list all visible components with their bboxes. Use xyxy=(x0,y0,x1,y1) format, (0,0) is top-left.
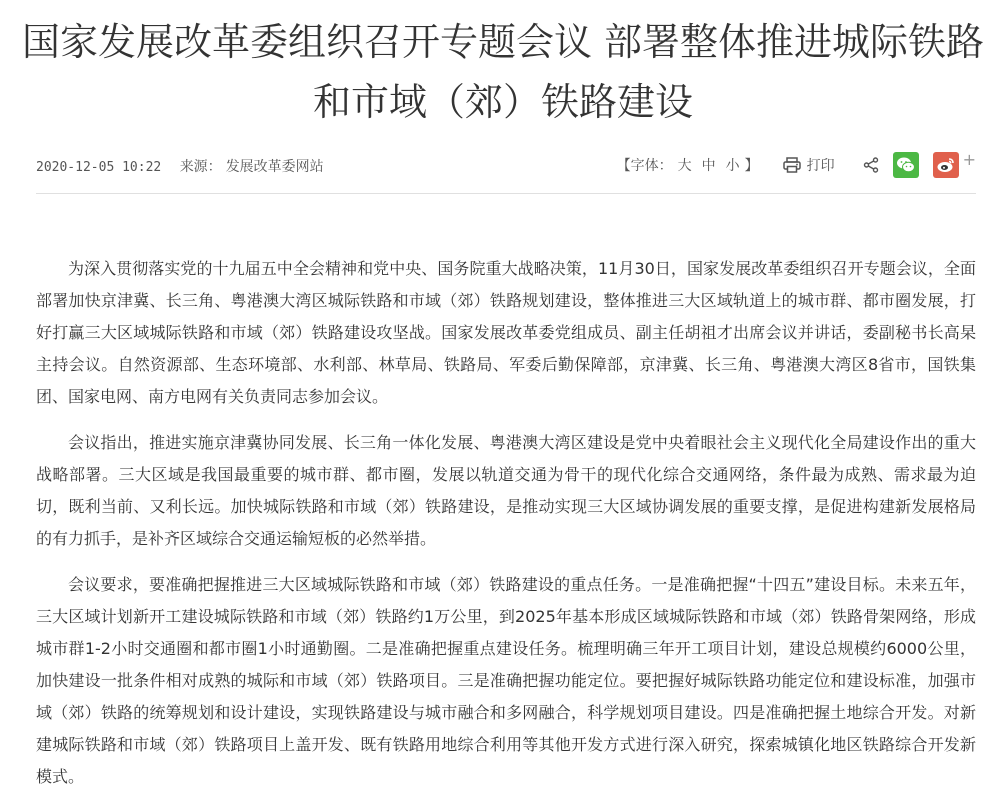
font-size-prefix: 【字体： xyxy=(616,158,673,174)
article-toolbar xyxy=(617,150,976,180)
font-size-large-button[interactable]: 大 xyxy=(677,158,692,174)
article-title: 国家发展改革委组织召开专题会议 部署整体推进城际铁路和市域（郊）铁路建设 xyxy=(21,20,985,124)
print-button[interactable] xyxy=(783,155,835,175)
weibo-icon xyxy=(936,156,956,174)
source-label: 来源： xyxy=(179,159,222,175)
wechat-share-button[interactable] xyxy=(893,152,919,178)
article-paragraph: 为深入贯彻落实党的十九届五中全会精神和党中央、国务院重大战略决策，11月30日，国家发展改革委组织召开专题会议，全面部署加快京津冀、长三角、粤港澳大湾区城际铁路和市域（郊）铁路规划建设，整体推进三大区域轨道上的城市群、都市圈发展，打好打赢三大区域城际铁路和市域（郊）铁路建设攻坚战。国家发展改革委党组成员、副主任胡祖才出席会议并讲话，委副秘书长高杲主持会议。自然资源部、生态环境部、水利部、林草局、铁路局、军委后勤保障部，京津冀、长三角、粤港澳大湾区8省市，国铁集团、国家电网、南方电网有关负责同志参加会议。 xyxy=(36,259,976,406)
weibo-share-button[interactable] xyxy=(933,152,959,178)
plus-icon[interactable]: + xyxy=(962,149,976,169)
article-paragraph: 会议要求，要准确把握推进三大区域城际铁路和市域（郊）铁路建设的重点任务。一是准确把握“十四五”建设目标。未来五年，三大区域计划新开工建设城际铁路和市域（郊）铁路约1万公里，到2025年基本形成区域城际铁路和市域（郊）铁路骨架网络，形成城市群1-2小时交通圈和都市圈1小时通勤圈。二是准确把握重点建设任务。梳理明确三年开工项目计划，建设总规模约6000公里，加快建设一批条件相对成熟的城际和市域（郊）铁路项目。三是准确把握功能定位。要把握好城际铁路功能定位和建设标准，加强市域（郊）铁路的统筹规划和设计建设，实现铁路建设与城市融合和多网融合，科学规划项目建设。四是准确把握土地综合开发。对新建城际铁路和市域（郊）铁路项目上盖开发、既有铁路用地综合利用等其他开发方式进行深入研究，探索城镇化地区铁路综合开发新模式。 xyxy=(36,575,976,786)
share-icon[interactable] xyxy=(863,157,879,173)
font-size-medium-button[interactable]: 中 xyxy=(701,158,716,174)
font-size-suffix: 】 xyxy=(744,158,759,174)
print-label: 打印 xyxy=(806,158,835,174)
article-meta xyxy=(36,156,338,176)
article-body xyxy=(36,253,976,807)
publish-date: 2020-12-05 10:22 xyxy=(36,160,162,175)
source-name: 发展改革委网站 xyxy=(225,159,324,175)
article-meta-bar xyxy=(36,150,976,180)
wechat-icon xyxy=(896,156,916,174)
font-size-control xyxy=(617,155,759,175)
article-paragraph: 会议指出，推进实施京津冀协同发展、长三角一体化发展、粤港澳大湾区建设是党中央着眼社会主义现代化全局建设作出的重大战略部署。三大区域是我国最重要的城市群、都市圈，发展以轨道交通为骨干的现代化综合交通网络，条件最为成熟、需求最为迫切，既利当前、又利长远。加快城际铁路和市域（郊）铁路建设，是推动实现三大区域协调发展的重要支撑，是促进构建新发展格局的有力抓手，是补齐区域综合交通运输短板的必然举措。 xyxy=(36,433,976,548)
header-divider xyxy=(36,193,976,194)
printer-icon xyxy=(783,157,807,173)
font-size-small-button[interactable]: 小 xyxy=(725,158,740,174)
